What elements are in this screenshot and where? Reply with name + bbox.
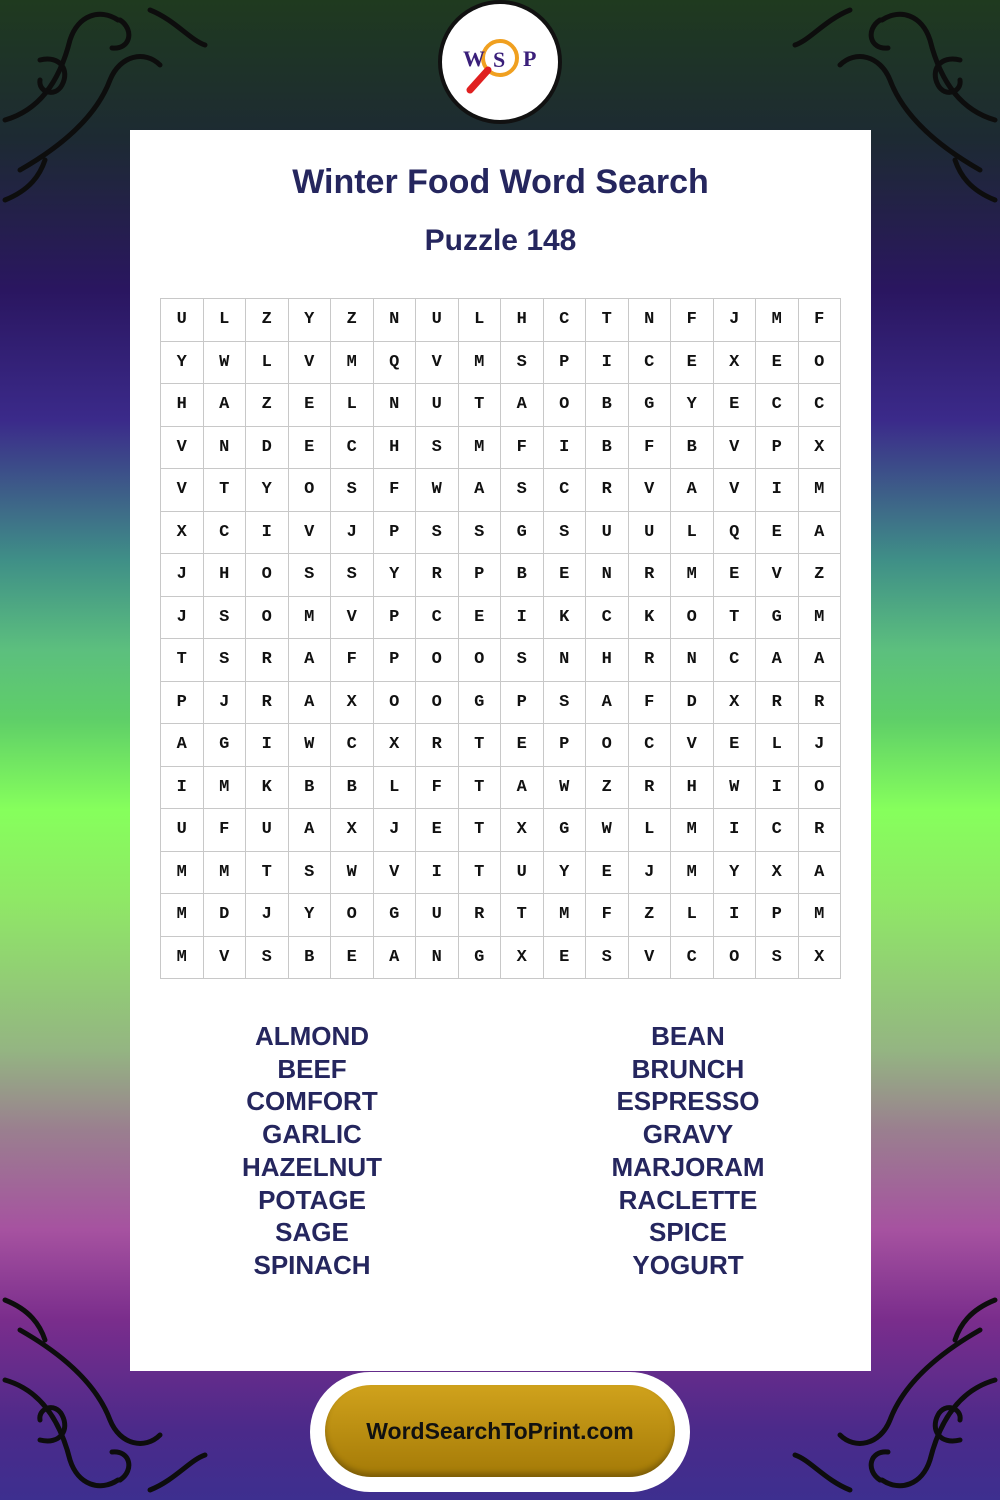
grid-cell[interactable]: M: [799, 469, 842, 512]
grid-cell[interactable]: F: [799, 299, 842, 342]
grid-cell[interactable]: S: [501, 469, 544, 512]
grid-cell[interactable]: N: [629, 299, 672, 342]
grid-cell[interactable]: Z: [246, 384, 289, 427]
grid-cell[interactable]: S: [501, 639, 544, 682]
grid-cell[interactable]: K: [246, 767, 289, 810]
grid-cell[interactable]: C: [756, 809, 799, 852]
grid-cell[interactable]: N: [586, 554, 629, 597]
grid-cell[interactable]: J: [161, 597, 204, 640]
grid-cell[interactable]: L: [331, 384, 374, 427]
grid-cell[interactable]: P: [544, 724, 587, 767]
grid-cell[interactable]: F: [331, 639, 374, 682]
grid-cell[interactable]: P: [374, 639, 417, 682]
grid-cell[interactable]: G: [501, 512, 544, 555]
grid-cell[interactable]: A: [799, 512, 842, 555]
grid-cell[interactable]: E: [289, 384, 332, 427]
grid-cell[interactable]: J: [714, 299, 757, 342]
grid-cell[interactable]: V: [331, 597, 374, 640]
grid-cell[interactable]: V: [416, 342, 459, 385]
grid-cell[interactable]: S: [289, 852, 332, 895]
grid-cell[interactable]: Y: [246, 469, 289, 512]
grid-cell[interactable]: V: [629, 937, 672, 980]
grid-cell[interactable]: X: [161, 512, 204, 555]
grid-cell[interactable]: S: [756, 937, 799, 980]
word-list-left: [162, 1020, 462, 1282]
grid-cell[interactable]: S: [416, 427, 459, 470]
grid-cell[interactable]: S: [246, 937, 289, 980]
grid-cell[interactable]: I: [501, 597, 544, 640]
grid-cell[interactable]: X: [714, 682, 757, 725]
grid-cell[interactable]: P: [374, 597, 417, 640]
grid-cell[interactable]: H: [204, 554, 247, 597]
grid-cell[interactable]: M: [799, 894, 842, 937]
grid-cell[interactable]: T: [459, 767, 502, 810]
grid-cell[interactable]: Z: [246, 299, 289, 342]
grid-cell[interactable]: X: [501, 809, 544, 852]
grid-cell[interactable]: V: [161, 469, 204, 512]
grid-cell[interactable]: S: [544, 682, 587, 725]
grid-cell[interactable]: M: [756, 299, 799, 342]
grid-cell[interactable]: Z: [629, 894, 672, 937]
site-logo[interactable]: [438, 0, 562, 124]
grid-cell[interactable]: T: [714, 597, 757, 640]
grid-cell[interactable]: R: [799, 809, 842, 852]
grid-cell[interactable]: P: [459, 554, 502, 597]
grid-cell[interactable]: L: [671, 894, 714, 937]
word-item: GARLIC: [262, 1119, 362, 1150]
grid-cell[interactable]: A: [799, 852, 842, 895]
grid-cell[interactable]: G: [756, 597, 799, 640]
grid-cell[interactable]: O: [246, 554, 289, 597]
grid-cell[interactable]: S: [544, 512, 587, 555]
grid-cell[interactable]: I: [756, 767, 799, 810]
grid-cell[interactable]: O: [799, 767, 842, 810]
word-item: MARJORAM: [611, 1151, 765, 1182]
grid-cell[interactable]: A: [459, 469, 502, 512]
grid-cell[interactable]: F: [204, 809, 247, 852]
grid-cell[interactable]: C: [416, 597, 459, 640]
grid-cell[interactable]: H: [501, 299, 544, 342]
grid-cell[interactable]: F: [374, 469, 417, 512]
grid-cell[interactable]: S: [331, 554, 374, 597]
grid-cell[interactable]: L: [459, 299, 502, 342]
grid-cell[interactable]: V: [374, 852, 417, 895]
word-item: HAZELNUT: [241, 1151, 383, 1182]
word-item: BRUNCH: [631, 1053, 745, 1084]
grid-cell[interactable]: U: [416, 384, 459, 427]
grid-cell[interactable]: J: [204, 682, 247, 725]
grid-cell[interactable]: H: [671, 767, 714, 810]
grid-cell[interactable]: O: [416, 682, 459, 725]
grid-cell[interactable]: F: [501, 427, 544, 470]
grid-cell[interactable]: W: [714, 767, 757, 810]
grid-cell[interactable]: A: [161, 724, 204, 767]
word-item: GRAVY: [642, 1119, 734, 1150]
grid-cell[interactable]: R: [459, 894, 502, 937]
grid-cell[interactable]: C: [799, 384, 842, 427]
grid-cell[interactable]: D: [204, 894, 247, 937]
grid-cell[interactable]: C: [714, 639, 757, 682]
grid-cell[interactable]: M: [331, 342, 374, 385]
grid-cell[interactable]: N: [204, 427, 247, 470]
grid-cell[interactable]: S: [204, 597, 247, 640]
grid-cell[interactable]: G: [459, 682, 502, 725]
grid-cell[interactable]: E: [756, 512, 799, 555]
grid-cell[interactable]: M: [459, 427, 502, 470]
grid-cell[interactable]: S: [459, 512, 502, 555]
grid-cell[interactable]: J: [374, 809, 417, 852]
grid-cell[interactable]: E: [459, 597, 502, 640]
grid-cell[interactable]: E: [289, 427, 332, 470]
grid-cell[interactable]: T: [161, 639, 204, 682]
grid-cell[interactable]: E: [544, 554, 587, 597]
grid-cell[interactable]: O: [416, 639, 459, 682]
grid-cell[interactable]: E: [714, 554, 757, 597]
grid-cell[interactable]: O: [246, 597, 289, 640]
grid-cell[interactable]: B: [501, 554, 544, 597]
grid-cell[interactable]: U: [629, 512, 672, 555]
grid-cell[interactable]: J: [246, 894, 289, 937]
grid-cell[interactable]: N: [374, 299, 417, 342]
grid-cell[interactable]: M: [544, 894, 587, 937]
grid-cell[interactable]: G: [629, 384, 672, 427]
grid-cell[interactable]: M: [161, 852, 204, 895]
word-item: SPINACH: [253, 1249, 371, 1280]
grid-cell[interactable]: Y: [161, 342, 204, 385]
grid-cell[interactable]: Y: [544, 852, 587, 895]
grid-cell[interactable]: P: [544, 342, 587, 385]
grid-cell[interactable]: M: [204, 852, 247, 895]
grid-cell[interactable]: A: [586, 682, 629, 725]
page-title: Winter Food Word Search: [292, 163, 709, 201]
grid-cell[interactable]: Y: [714, 852, 757, 895]
grid-cell[interactable]: F: [416, 767, 459, 810]
grid-cell[interactable]: B: [289, 767, 332, 810]
grid-cell[interactable]: D: [671, 682, 714, 725]
grid-cell[interactable]: C: [671, 937, 714, 980]
grid-cell[interactable]: C: [331, 724, 374, 767]
grid-cell[interactable]: X: [374, 724, 417, 767]
grid-cell[interactable]: O: [544, 384, 587, 427]
grid-cell[interactable]: R: [586, 469, 629, 512]
word-item: YOGURT: [632, 1249, 744, 1280]
grid-cell[interactable]: T: [204, 469, 247, 512]
grid-cell[interactable]: M: [671, 809, 714, 852]
grid-cell[interactable]: R: [246, 682, 289, 725]
grid-cell[interactable]: C: [331, 427, 374, 470]
grid-cell[interactable]: P: [501, 682, 544, 725]
grid-cell[interactable]: V: [629, 469, 672, 512]
grid-cell[interactable]: N: [671, 639, 714, 682]
grid-cell[interactable]: T: [501, 894, 544, 937]
grid-cell[interactable]: S: [586, 937, 629, 980]
grid-cell[interactable]: U: [501, 852, 544, 895]
grid-cell[interactable]: E: [544, 937, 587, 980]
grid-cell[interactable]: U: [161, 809, 204, 852]
website-link-button[interactable]: WordSearchToPrint.com: [325, 1385, 675, 1477]
grid-cell[interactable]: B: [586, 427, 629, 470]
grid-cell[interactable]: M: [459, 342, 502, 385]
grid-cell[interactable]: V: [714, 469, 757, 512]
grid-cell[interactable]: P: [756, 894, 799, 937]
grid-cell[interactable]: I: [161, 767, 204, 810]
grid-cell[interactable]: L: [671, 512, 714, 555]
grid-cell[interactable]: G: [544, 809, 587, 852]
grid-cell[interactable]: S: [331, 469, 374, 512]
grid-cell[interactable]: O: [799, 342, 842, 385]
grid-cell[interactable]: V: [756, 554, 799, 597]
grid-cell[interactable]: O: [714, 937, 757, 980]
grid-cell[interactable]: R: [629, 639, 672, 682]
grid-cell[interactable]: B: [331, 767, 374, 810]
grid-cell[interactable]: A: [289, 682, 332, 725]
grid-cell[interactable]: K: [629, 597, 672, 640]
grid-cell[interactable]: A: [671, 469, 714, 512]
puzzle-number: Puzzle 148: [424, 224, 577, 257]
grid-cell[interactable]: U: [416, 894, 459, 937]
grid-cell[interactable]: X: [799, 937, 842, 980]
grid-cell[interactable]: L: [756, 724, 799, 767]
grid-cell[interactable]: J: [799, 724, 842, 767]
grid-cell[interactable]: S: [289, 554, 332, 597]
grid-cell[interactable]: V: [714, 427, 757, 470]
grid-cell[interactable]: F: [586, 894, 629, 937]
grid-cell[interactable]: O: [459, 639, 502, 682]
letter-grid: [160, 298, 841, 979]
grid-cell[interactable]: W: [544, 767, 587, 810]
grid-cell[interactable]: B: [289, 937, 332, 980]
grid-cell[interactable]: T: [459, 852, 502, 895]
grid-cell[interactable]: B: [671, 427, 714, 470]
grid-cell[interactable]: I: [714, 894, 757, 937]
grid-cell[interactable]: W: [289, 724, 332, 767]
grid-cell[interactable]: V: [289, 342, 332, 385]
grid-cell[interactable]: R: [756, 682, 799, 725]
grid-cell[interactable]: U: [161, 299, 204, 342]
grid-cell[interactable]: G: [459, 937, 502, 980]
grid-cell[interactable]: U: [416, 299, 459, 342]
grid-cell[interactable]: V: [671, 724, 714, 767]
grid-cell[interactable]: L: [629, 809, 672, 852]
grid-cell[interactable]: M: [671, 554, 714, 597]
grid-cell[interactable]: C: [756, 384, 799, 427]
word-item: ALMOND: [254, 1021, 370, 1051]
grid-cell[interactable]: E: [416, 809, 459, 852]
grid-cell[interactable]: T: [246, 852, 289, 895]
grid-cell[interactable]: E: [586, 852, 629, 895]
grid-cell[interactable]: V: [161, 427, 204, 470]
grid-cell[interactable]: R: [416, 554, 459, 597]
grid-cell[interactable]: Z: [331, 299, 374, 342]
grid-cell[interactable]: R: [799, 682, 842, 725]
grid-cell[interactable]: C: [544, 469, 587, 512]
grid-cell[interactable]: E: [331, 937, 374, 980]
grid-cell[interactable]: H: [374, 427, 417, 470]
grid-cell[interactable]: E: [714, 724, 757, 767]
grid-cell[interactable]: A: [501, 767, 544, 810]
grid-cell[interactable]: P: [161, 682, 204, 725]
grid-cell[interactable]: C: [586, 597, 629, 640]
grid-cell[interactable]: O: [671, 597, 714, 640]
grid-cell[interactable]: Y: [289, 894, 332, 937]
word-item: ESPRESSO: [616, 1086, 760, 1117]
grid-cell[interactable]: Y: [374, 554, 417, 597]
grid-cell[interactable]: A: [756, 639, 799, 682]
grid-cell[interactable]: O: [331, 894, 374, 937]
grid-cell[interactable]: I: [714, 809, 757, 852]
grid-cell[interactable]: J: [161, 554, 204, 597]
word-list-right: [538, 1020, 838, 1282]
grid-cell[interactable]: I: [416, 852, 459, 895]
grid-cell[interactable]: A: [799, 639, 842, 682]
grid-cell[interactable]: W: [331, 852, 374, 895]
grid-cell[interactable]: G: [204, 724, 247, 767]
grid-cell[interactable]: Q: [374, 342, 417, 385]
grid-cell[interactable]: P: [374, 512, 417, 555]
word-item: RACLETTE: [618, 1184, 758, 1215]
grid-cell[interactable]: F: [671, 299, 714, 342]
grid-cell[interactable]: S: [204, 639, 247, 682]
grid-cell[interactable]: Z: [799, 554, 842, 597]
grid-cell[interactable]: I: [544, 427, 587, 470]
grid-cell[interactable]: O: [586, 724, 629, 767]
grid-cell[interactable]: W: [586, 809, 629, 852]
word-item: BEAN: [651, 1021, 725, 1051]
grid-cell[interactable]: R: [629, 767, 672, 810]
grid-cell[interactable]: N: [374, 384, 417, 427]
grid-cell[interactable]: S: [416, 512, 459, 555]
grid-cell[interactable]: A: [204, 384, 247, 427]
grid-cell[interactable]: B: [586, 384, 629, 427]
grid-cell[interactable]: F: [629, 427, 672, 470]
grid-cell[interactable]: U: [246, 809, 289, 852]
grid-cell[interactable]: V: [289, 512, 332, 555]
grid-cell[interactable]: C: [629, 342, 672, 385]
grid-cell[interactable]: I: [246, 512, 289, 555]
grid-cell[interactable]: T: [459, 809, 502, 852]
grid-cell[interactable]: X: [799, 427, 842, 470]
grid-cell[interactable]: M: [799, 597, 842, 640]
grid-cell[interactable]: X: [756, 852, 799, 895]
logo-letter-p: P: [523, 46, 537, 71]
grid-cell[interactable]: I: [586, 342, 629, 385]
grid-cell[interactable]: A: [374, 937, 417, 980]
grid-cell[interactable]: O: [289, 469, 332, 512]
grid-cell[interactable]: L: [374, 767, 417, 810]
grid-cell[interactable]: X: [331, 809, 374, 852]
grid-cell[interactable]: T: [459, 384, 502, 427]
logo-letter-s: S: [493, 47, 506, 72]
grid-cell[interactable]: J: [331, 512, 374, 555]
grid-cell[interactable]: O: [374, 682, 417, 725]
grid-cell[interactable]: G: [374, 894, 417, 937]
grid-cell[interactable]: W: [416, 469, 459, 512]
grid-cell[interactable]: X: [501, 937, 544, 980]
magnifier-logo-icon: [450, 12, 550, 112]
grid-cell[interactable]: A: [501, 384, 544, 427]
grid-cell[interactable]: J: [629, 852, 672, 895]
grid-cell[interactable]: Y: [289, 299, 332, 342]
grid-cell[interactable]: N: [416, 937, 459, 980]
word-item: COMFORT: [246, 1086, 378, 1117]
grid-cell[interactable]: M: [161, 937, 204, 980]
grid-cell[interactable]: I: [756, 469, 799, 512]
word-item: BEEF: [277, 1053, 347, 1084]
grid-cell[interactable]: A: [289, 809, 332, 852]
grid-cell[interactable]: W: [204, 342, 247, 385]
grid-cell[interactable]: R: [246, 639, 289, 682]
grid-cell[interactable]: X: [714, 342, 757, 385]
grid-cell[interactable]: U: [586, 512, 629, 555]
grid-cell[interactable]: F: [629, 682, 672, 725]
grid-cell[interactable]: E: [671, 342, 714, 385]
logo-letter-w: W: [463, 46, 485, 71]
grid-cell[interactable]: Z: [586, 767, 629, 810]
grid-cell[interactable]: X: [331, 682, 374, 725]
grid-cell[interactable]: T: [459, 724, 502, 767]
grid-cell[interactable]: E: [714, 384, 757, 427]
grid-cell[interactable]: M: [289, 597, 332, 640]
grid-cell[interactable]: M: [204, 767, 247, 810]
grid-cell[interactable]: C: [544, 299, 587, 342]
grid-cell[interactable]: A: [289, 639, 332, 682]
grid-cell[interactable]: E: [756, 342, 799, 385]
word-item: POTAGE: [258, 1184, 366, 1215]
grid-cell[interactable]: M: [161, 894, 204, 937]
word-item: SAGE: [275, 1217, 349, 1248]
grid-cell[interactable]: R: [416, 724, 459, 767]
grid-cell[interactable]: V: [204, 937, 247, 980]
grid-cell[interactable]: Y: [671, 384, 714, 427]
grid-cell[interactable]: N: [544, 639, 587, 682]
grid-cell[interactable]: I: [246, 724, 289, 767]
grid-cell[interactable]: H: [161, 384, 204, 427]
grid-cell[interactable]: S: [501, 342, 544, 385]
grid-cell[interactable]: H: [586, 639, 629, 682]
word-item: SPICE: [648, 1217, 728, 1248]
grid-cell[interactable]: R: [629, 554, 672, 597]
grid-cell[interactable]: E: [501, 724, 544, 767]
grid-cell[interactable]: Q: [714, 512, 757, 555]
grid-cell[interactable]: D: [246, 427, 289, 470]
grid-cell[interactable]: C: [629, 724, 672, 767]
grid-cell[interactable]: K: [544, 597, 587, 640]
grid-cell[interactable]: M: [671, 852, 714, 895]
grid-cell[interactable]: L: [204, 299, 247, 342]
grid-cell[interactable]: P: [756, 427, 799, 470]
grid-cell[interactable]: L: [246, 342, 289, 385]
grid-cell[interactable]: C: [204, 512, 247, 555]
grid-cell[interactable]: T: [586, 299, 629, 342]
